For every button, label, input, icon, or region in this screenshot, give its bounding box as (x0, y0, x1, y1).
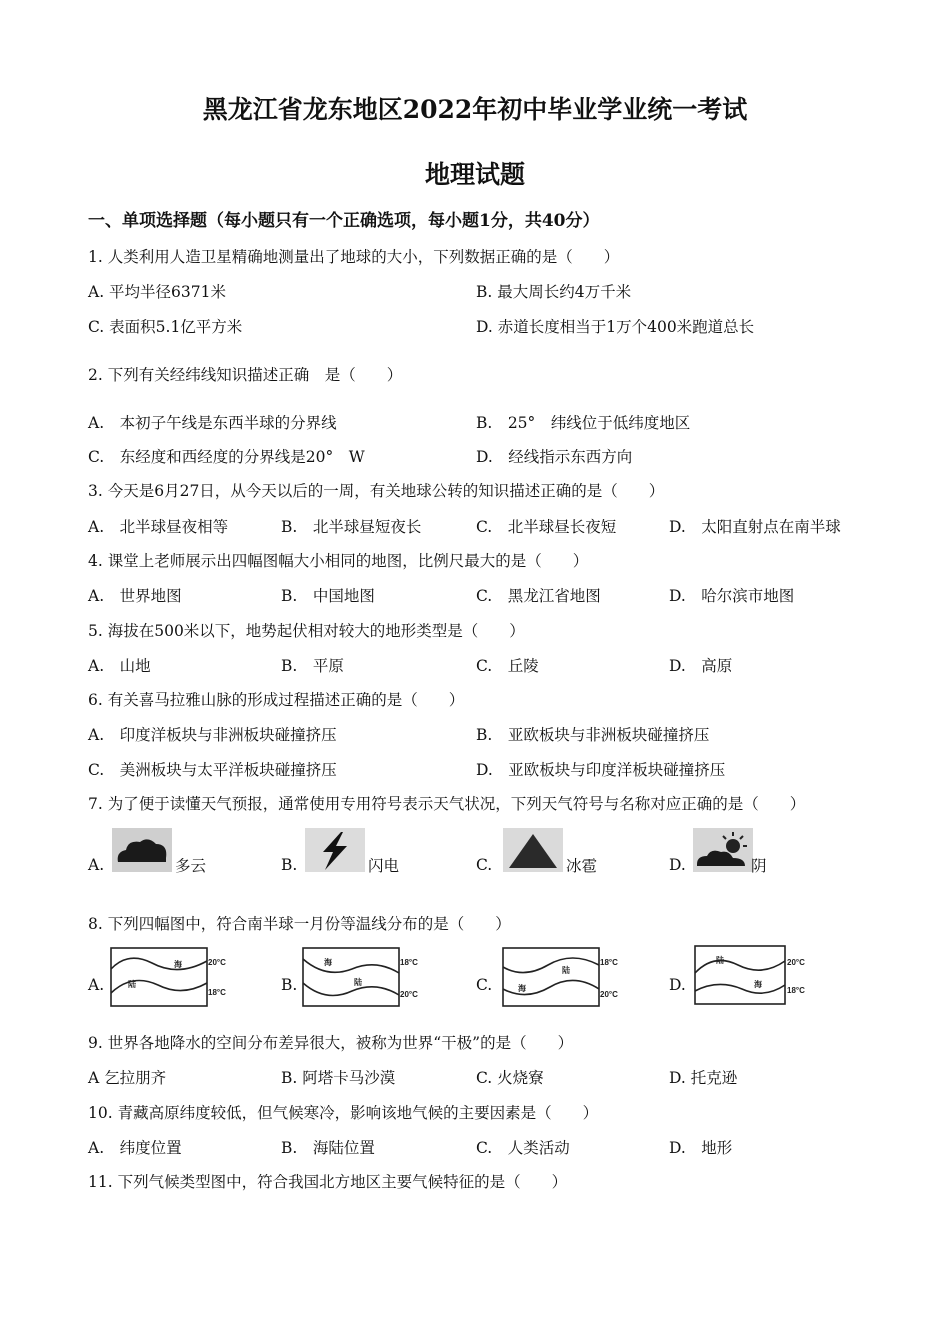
question-2-option-c: C. 东经度和西经度的分界线是20° W (88, 448, 365, 466)
question-6-stem: 6. 有关喜马拉雅山脉的形成过程描述正确的是（ ） (88, 691, 465, 709)
isotherm-map-b-bottom-temp: 20°C (400, 990, 418, 999)
question-4-option-c: C. 黑龙江省地图 (476, 587, 601, 605)
question-7-name-a: 多云 (175, 857, 207, 875)
question-3-option-c: C. 北半球昼长夜短 (476, 518, 617, 536)
isotherm-map-c-top-temp: 18°C (600, 958, 618, 967)
question-10-stem: 10. 青藏高原纬度较低，但气候寒冷，影响该地气候的主要因素是（ ） (88, 1104, 599, 1122)
isotherm-map-b-top-region: 海 (324, 958, 332, 967)
question-1-stem: 1. 人类利用人造卫星精确地测量出了地球的大小，下列数据正确的是（ ） (88, 248, 620, 266)
question-10-option-b: B. 海陆位置 (281, 1139, 375, 1157)
cloud-symbol-icon (112, 828, 172, 872)
question-11-stem: 11. 下列气候类型图中，符合我国北方地区主要气候特征的是（ ） (88, 1173, 568, 1191)
question-6-option-c: C. 美洲板块与太平洋板块碰撞挤压 (88, 761, 337, 779)
question-7-name-c: 冰雹 (566, 857, 598, 875)
question-9-option-b: B. 阿塔卡马沙漠 (281, 1069, 396, 1087)
question-1-option-a: A. 平均半径6371米 (88, 283, 226, 301)
question-9-option-c: C. 火烧寮 (476, 1069, 544, 1087)
sun-cloud-symbol-icon (693, 828, 753, 872)
question-10-option-c: C. 人类活动 (476, 1139, 570, 1157)
question-2-option-b: B. 25° 纬线位于低纬度地区 (476, 414, 691, 432)
isotherm-map-a-bottom-region: 陆 (128, 980, 136, 989)
isotherm-map-a (108, 945, 238, 1009)
question-7-option-d: D. (669, 856, 686, 874)
question-7-name-d: 阴 (751, 857, 767, 875)
question-8-option-c: C. (476, 976, 493, 994)
question-7-option-b: B. (281, 856, 298, 874)
isotherm-map-a-top-region: 海 (174, 960, 182, 969)
question-8-option-d: D. (669, 976, 686, 994)
question-1-option-c: C. 表面积5.1亿平方米 (88, 318, 243, 336)
isotherm-map-d-top-region: 陆 (716, 956, 724, 965)
question-7-option-c: C. (476, 856, 493, 874)
question-9-option-d: D. 托克逊 (669, 1069, 738, 1087)
exam-title: 黑龙江省龙东地区2022年初中毕业学业统一考试 (202, 95, 748, 124)
isotherm-map-d (692, 943, 822, 1007)
isotherm-map-c-bottom-temp: 20°C (600, 990, 618, 999)
question-6-option-d: D. 亚欧板块与印度洋板块碰撞挤压 (476, 761, 726, 779)
isotherm-map-d-bottom-region: 海 (754, 980, 762, 989)
isotherm-map-a-bottom-temp: 18°C (208, 988, 226, 997)
isotherm-map-d-bottom-temp: 18°C (787, 986, 805, 995)
question-5-option-d: D. 高原 (669, 657, 733, 675)
question-7-stem: 7. 为了便于读懂天气预报，通常使用专用符号表示天气状况，下列天气符号与名称对应正确的是（ ） (88, 795, 806, 813)
question-4-option-d: D. 哈尔滨市地图 (669, 587, 795, 605)
question-5-option-c: C. 丘陵 (476, 657, 539, 675)
question-5-option-b: B. 平原 (281, 657, 344, 675)
question-7-name-b: 闪电 (368, 857, 400, 875)
isotherm-map-c-bottom-region: 海 (518, 984, 526, 993)
question-4-option-b: B. 中国地图 (281, 587, 375, 605)
question-1-option-d: D. 赤道长度相当于1万个400米跑道总长 (476, 318, 755, 336)
question-8-option-a: A. (88, 976, 105, 994)
question-3-option-a: A. 北半球昼夜相等 (88, 518, 229, 536)
question-8-option-b: B. (281, 976, 298, 994)
question-2-option-d: D. 经线指示东西方向 (476, 448, 633, 466)
question-7-option-a: A. (88, 856, 105, 874)
question-6-option-b: B. 亚欧板块与非洲板块碰撞挤压 (476, 726, 710, 744)
hail-symbol-icon (503, 828, 563, 872)
question-3-stem: 3. 今天是6月27日，从今天以后的一周，有关地球公转的知识描述正确的是（ ） (88, 482, 665, 500)
question-4-stem: 4. 课堂上老师展示出四幅图幅大小相同的地图，比例尺最大的是（ ） (88, 552, 589, 570)
lightning-symbol-icon (305, 828, 365, 872)
question-1-option-b: B. 最大周长约4万千米 (476, 283, 632, 301)
exam-subtitle: 地理试题 (424, 160, 525, 189)
isotherm-map-b-bottom-region: 陆 (354, 978, 362, 987)
isotherm-map-b (300, 945, 430, 1009)
question-6-option-a: A. 印度洋板块与非洲板块碰撞挤压 (88, 726, 337, 744)
question-8-stem: 8. 下列四幅图中，符合南半球一月份等温线分布的是（ ） (88, 915, 511, 933)
question-2-option-a: A. 本初子午线是东西半球的分界线 (88, 414, 337, 432)
question-5-stem: 5. 海拔在500米以下，地势起伏相对较大的地形类型是（ ） (88, 622, 525, 640)
question-9-option-a: A 乞拉朋齐 (88, 1069, 167, 1087)
question-10-option-a: A. 纬度位置 (88, 1139, 182, 1157)
question-2-stem: 2. 下列有关经纬线知识描述正确 是（ ） (88, 366, 403, 384)
isotherm-map-a-top-temp: 20°C (208, 958, 226, 967)
question-4-option-a: A. 世界地图 (88, 587, 182, 605)
isotherm-map-b-top-temp: 18°C (400, 958, 418, 967)
section-heading: 一、单项选择题（每小题只有一个正确选项，每小题1分，共40分） (88, 211, 600, 231)
question-3-option-b: B. 北半球昼短夜长 (281, 518, 422, 536)
question-5-option-a: A. 山地 (88, 657, 151, 675)
isotherm-map-c-top-region: 陆 (562, 966, 570, 975)
isotherm-map-c (500, 945, 630, 1009)
question-3-option-d: D. 太阳直射点在南半球 (669, 518, 841, 536)
question-9-stem: 9. 世界各地降水的空间分布差异很大，被称为世界“干极”的是（ ） (88, 1034, 574, 1052)
isotherm-map-d-top-temp: 20°C (787, 958, 805, 967)
question-10-option-d: D. 地形 (669, 1139, 733, 1157)
